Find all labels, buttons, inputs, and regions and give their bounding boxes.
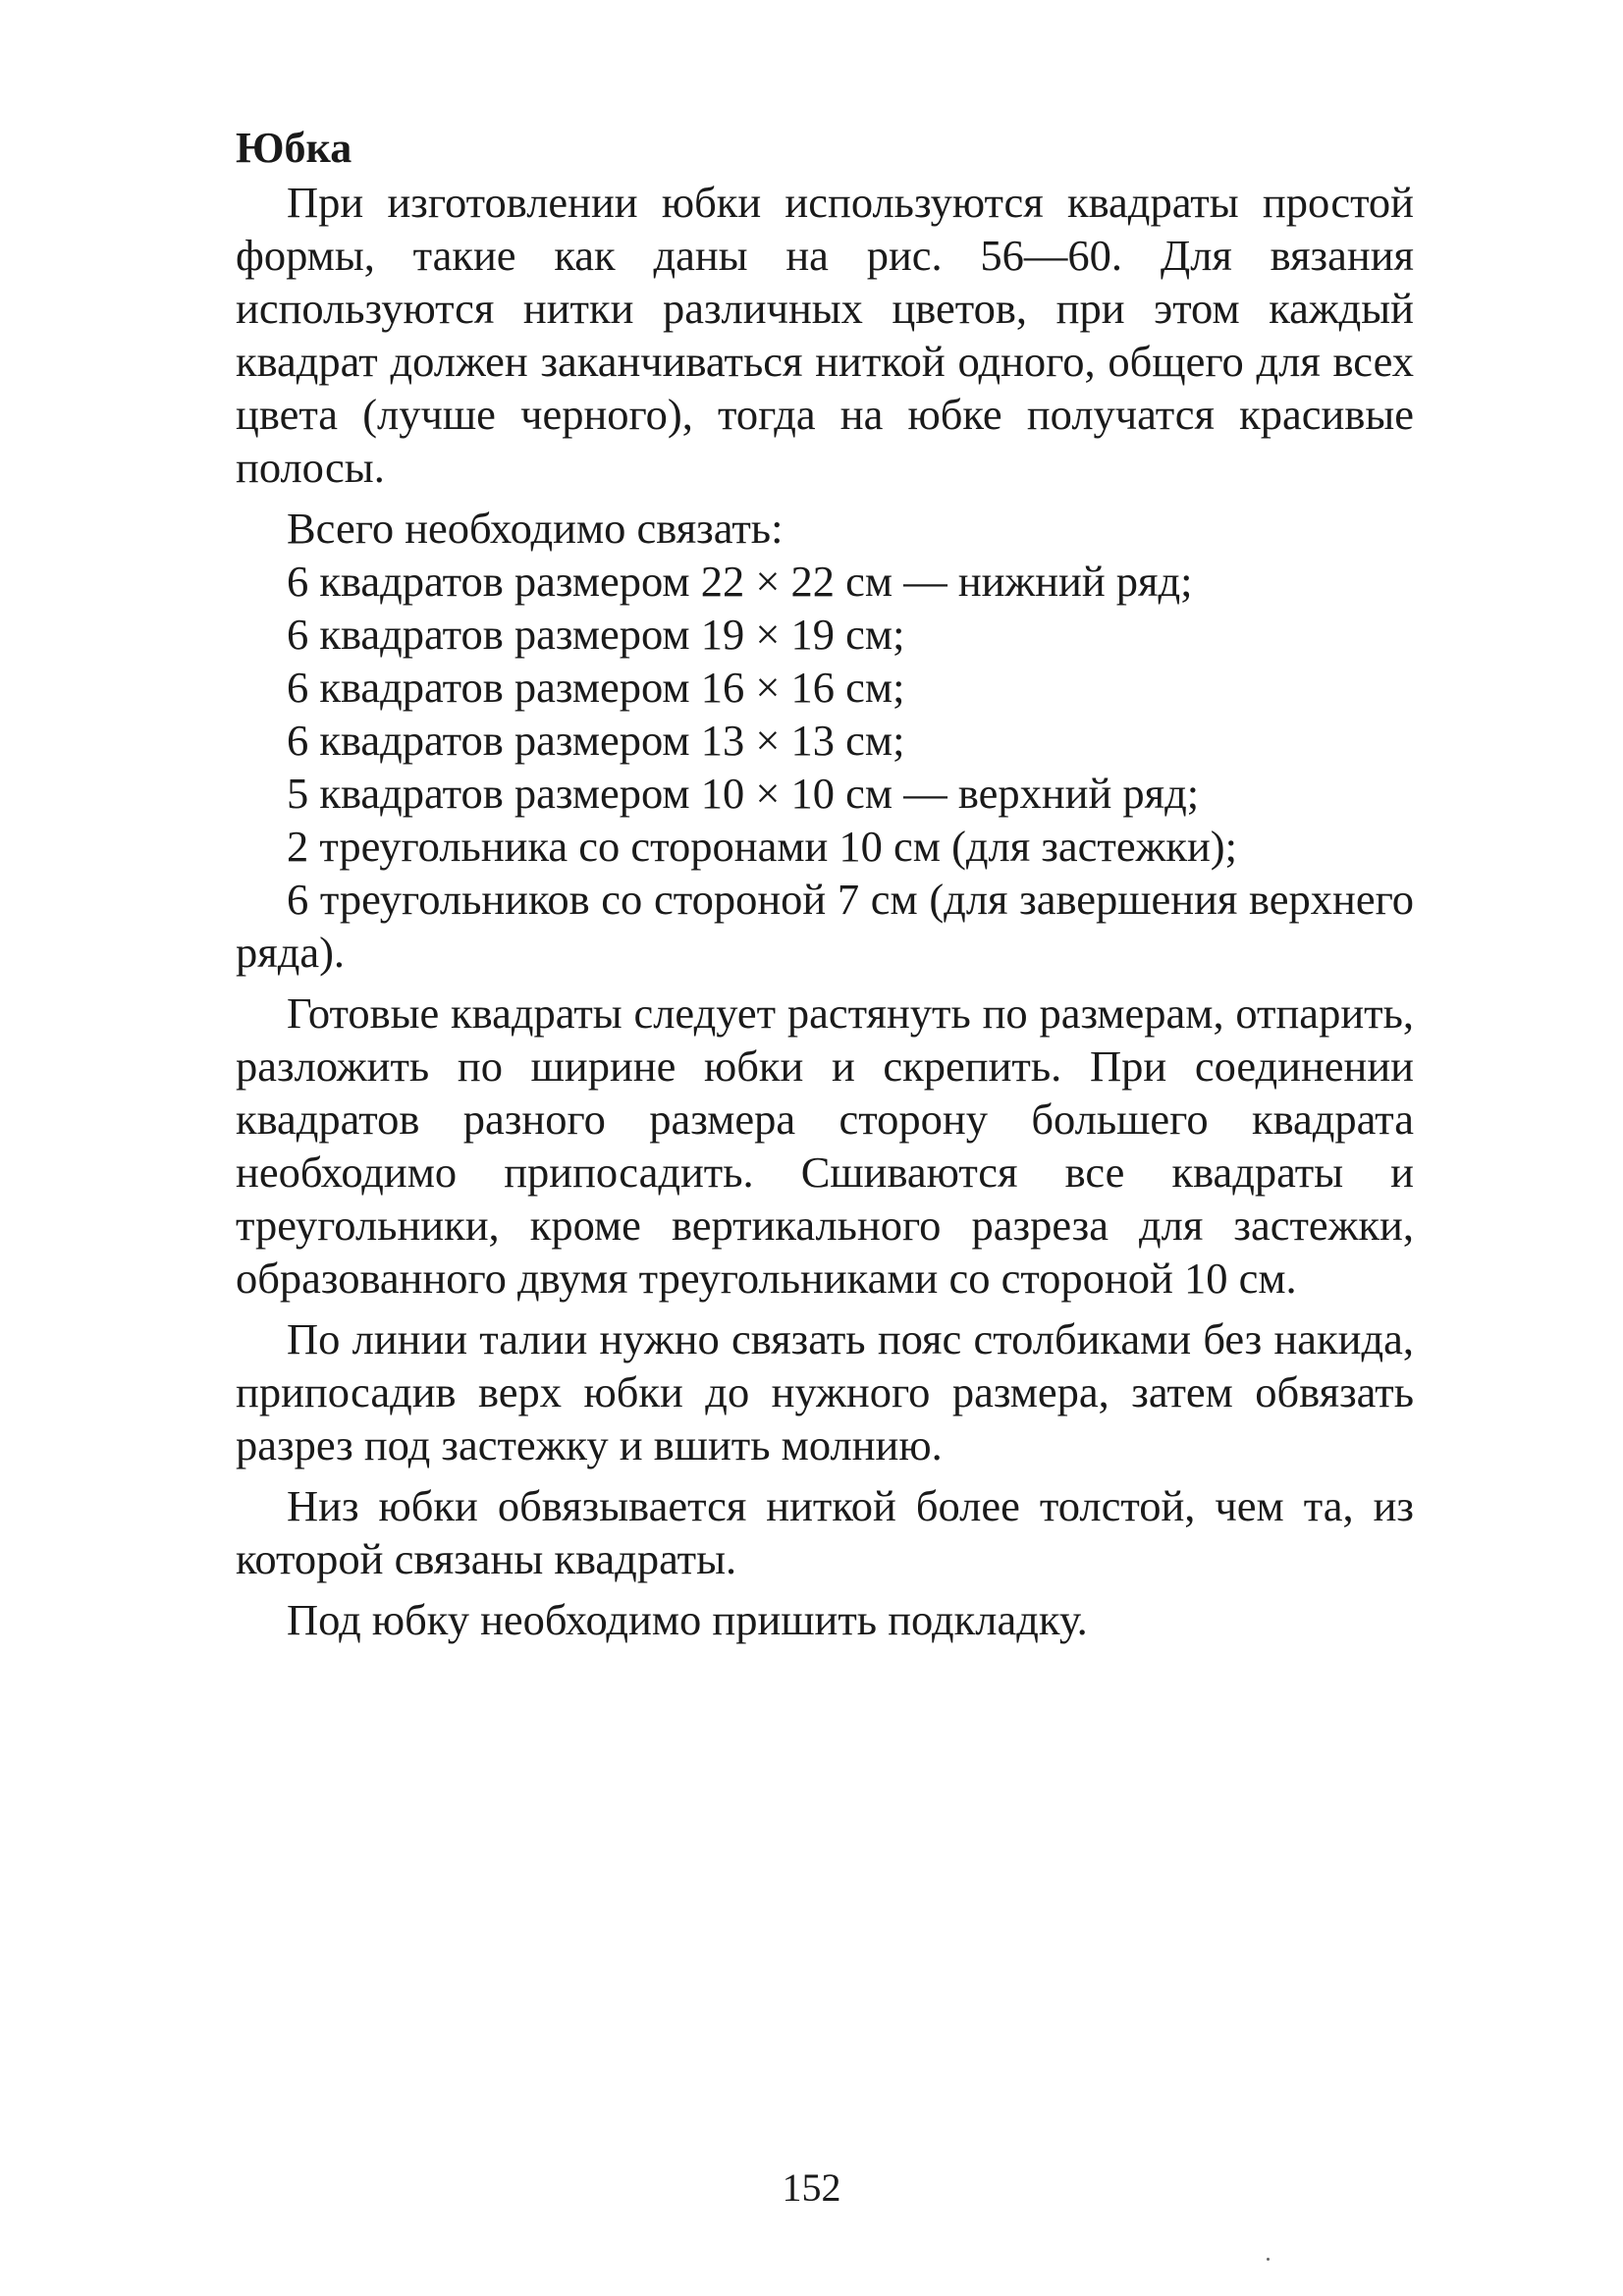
- list-intro: Всего необходимо связать:: [287, 504, 784, 553]
- list-item: 5 квадратов размером 10 × 10 см — верхний ряд;: [287, 769, 1200, 818]
- paragraph-waistband: По линии талии нужно связать пояс столбиками без накида, припосадив верх юбки до нужного размера, затем обвязать разрез под застежку и вшить молнию.: [236, 1314, 1414, 1469]
- scan-speck: [1267, 2258, 1270, 2261]
- section-heading: Юбка: [236, 124, 352, 172]
- paragraph-assembly: Готовые квадраты следует растянуть по размерам, отпарить, разложить по ширине юбки и скрепить. При соединении квадратов разного размера сторону большего квадрата необходимо припосадить. Сшиваются все квадраты и треугольники, кроме вертикального разреза для застежки, образованного двумя треугольниками со стороной 10 см.: [236, 988, 1414, 1303]
- list-item: 6 квадратов размером 13 × 13 см;: [287, 716, 905, 765]
- paragraph-hem: Низ юбки обвязывается ниткой более толстой, чем та, из которой связаны квадраты.: [236, 1481, 1414, 1583]
- list-item: 2 треугольника со сторонами 10 см (для застежки);: [287, 822, 1237, 871]
- list-item: 6 квадратов размером 19 × 19 см;: [287, 610, 905, 659]
- paragraph-intro: При изготовлении юбки используются квадраты простой формы, такие как даны на рис. 56—60. Для вязания используются нитки различных цветов, при этом каждый квадрат должен заканчиваться ниткой одного, общего для всех цвета (лучше черного), тогда на юбке получатся красивые полосы.: [236, 178, 1414, 492]
- list-item: 6 квадратов размером 22 × 22 см — нижний ряд;: [287, 557, 1193, 606]
- page-content: [236, 123, 1414, 1654]
- list-item-last: 6 треугольников со стороной 7 см (для завершения верхнего ряда).: [236, 875, 1414, 977]
- page-number: 152: [782, 2165, 841, 2210]
- list-item: 6 квадратов размером 16 × 16 см;: [287, 663, 905, 712]
- paragraph-lining: Под юбку необходимо пришить подкладку.: [287, 1595, 1088, 1644]
